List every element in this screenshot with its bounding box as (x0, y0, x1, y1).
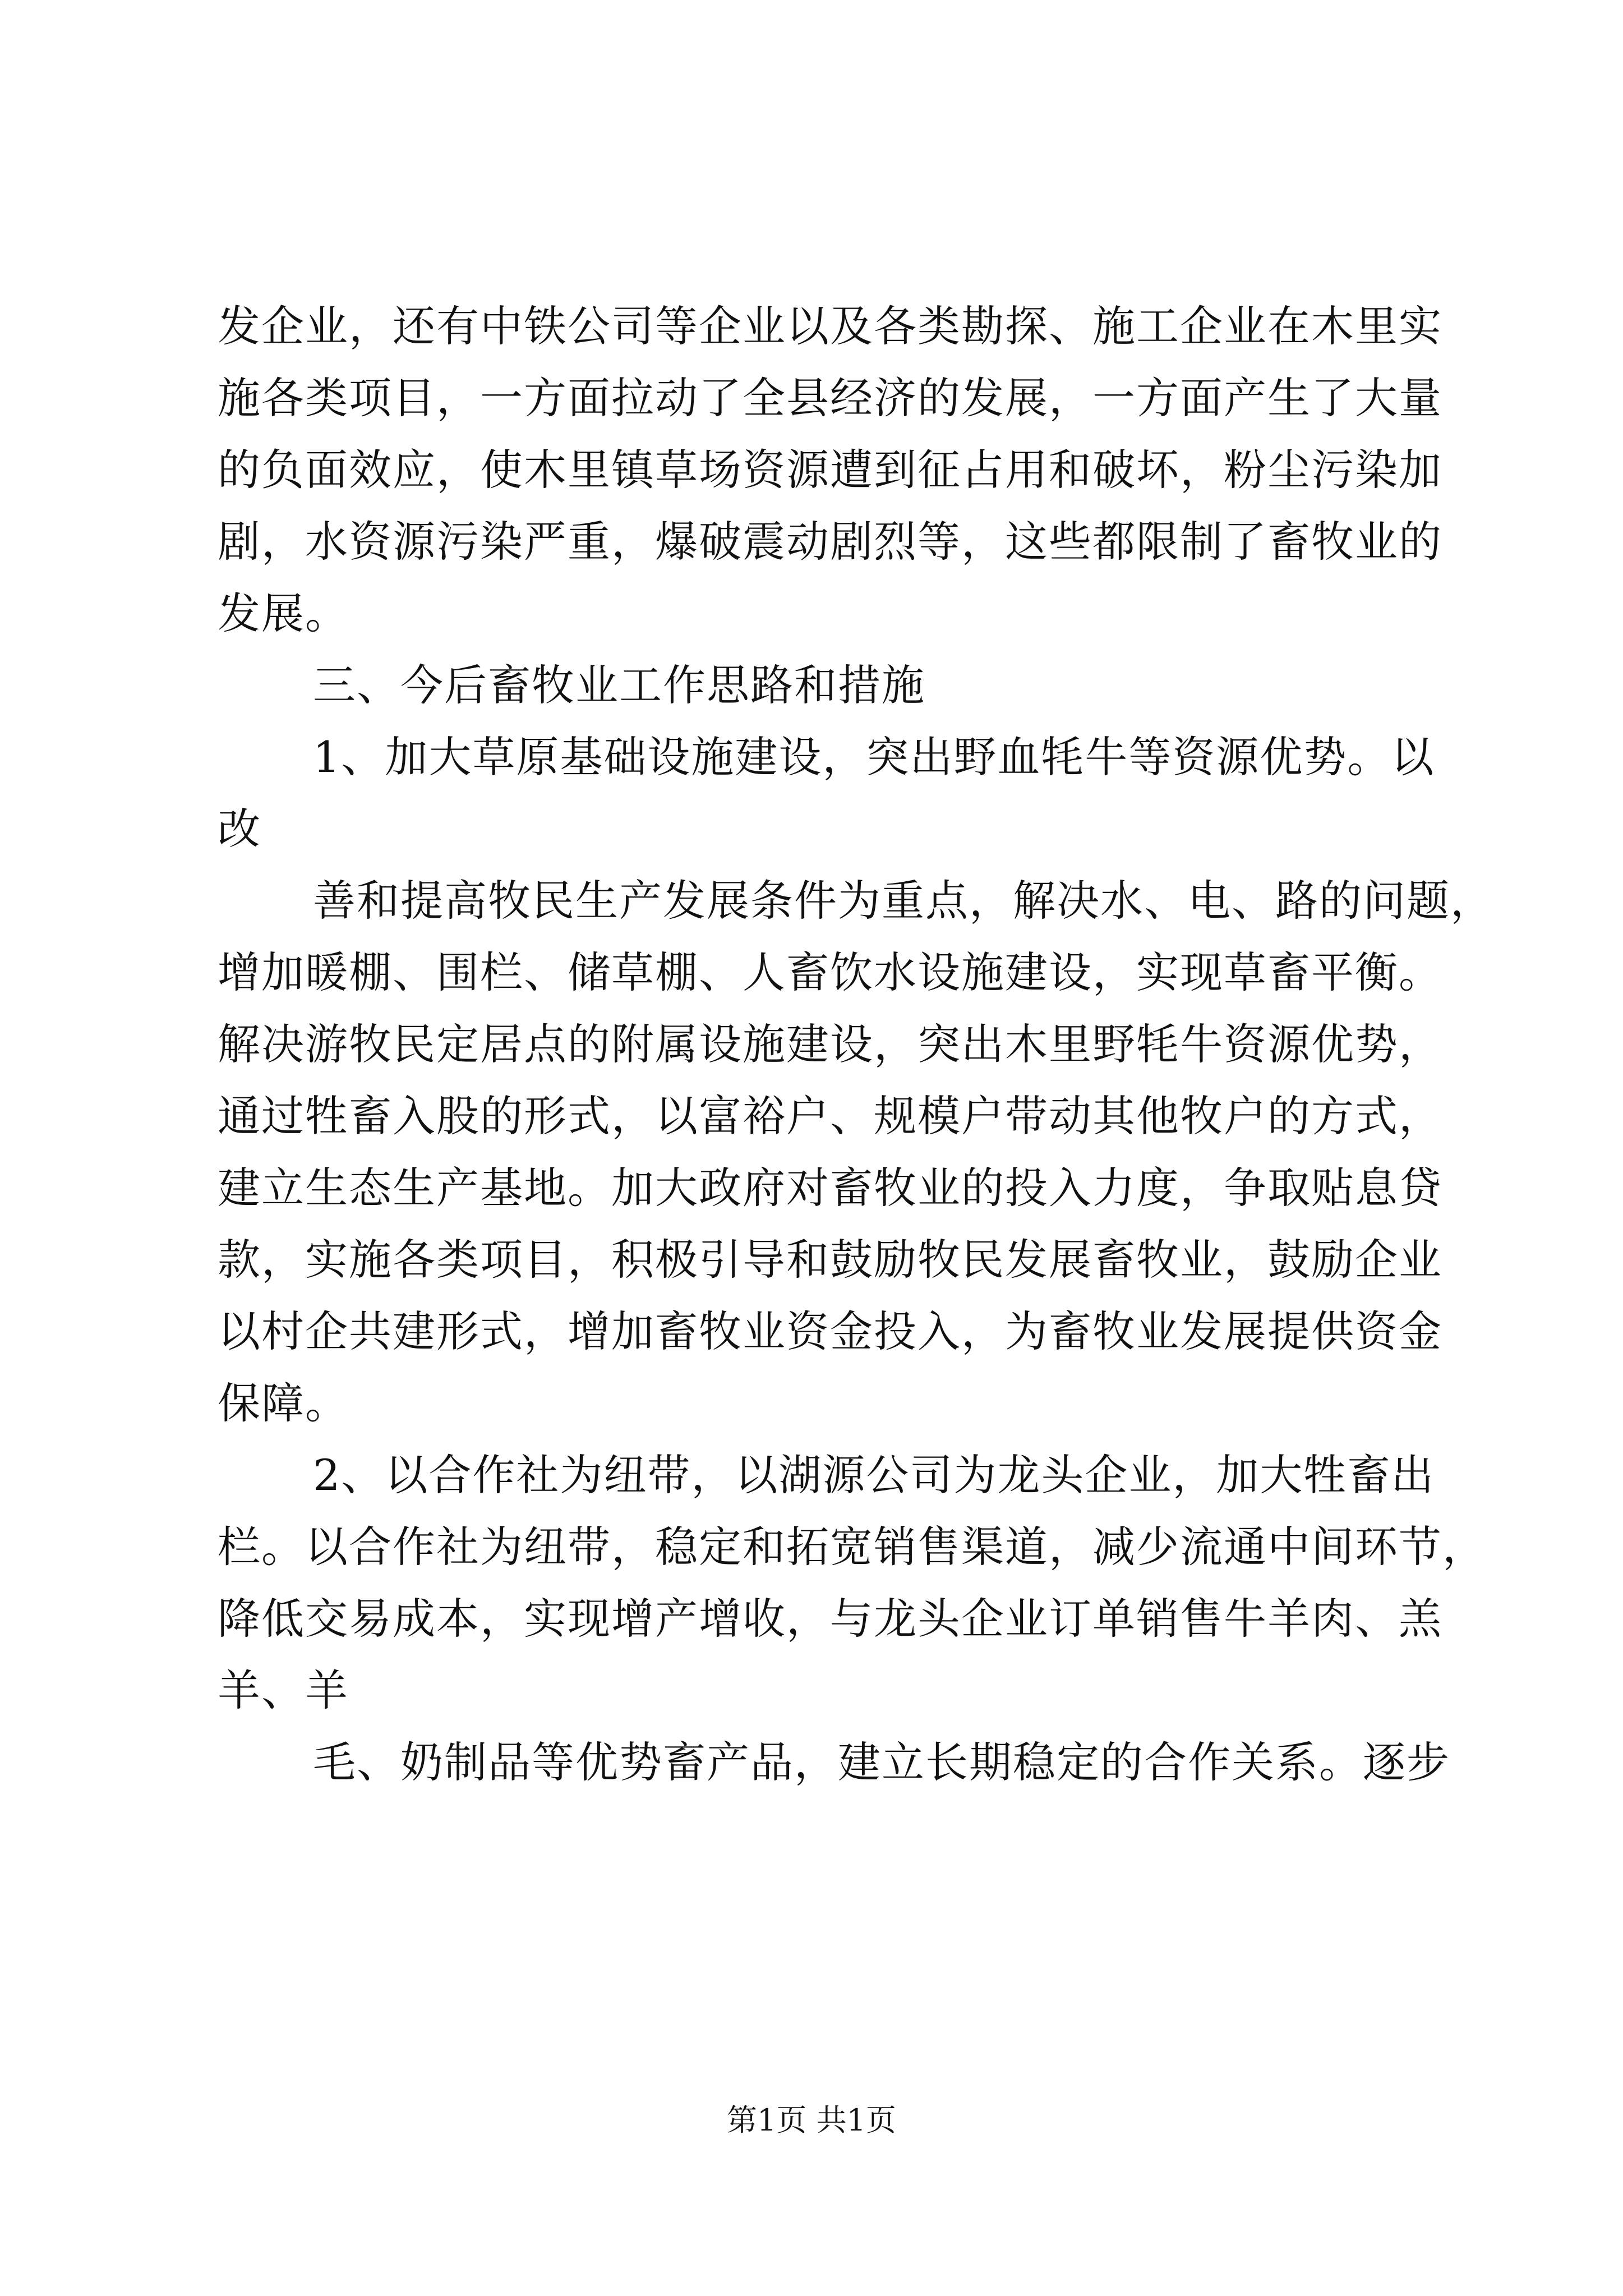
text-line: 剧，水资源污染严重，爆破震动剧烈等，这些都限制了畜牧业的 (218, 517, 1442, 567)
text-line: 栏。以合作社为纽带，稳定和拓宽销售渠道，减少流通中间环节， (218, 1522, 1486, 1572)
text-line: 毛、奶制品等优势畜产品，建立长期稳定的合作关系。逐步 (313, 1737, 1450, 1787)
page-footer: 第1页 共1页 (727, 2102, 896, 2138)
text-line: 降低交易成本，实现增产增收，与龙头企业订单销售牛羊肉、羔 (218, 1594, 1442, 1644)
text-line: 增加暖棚、围栏、储草棚、人畜饮水设施建设，实现草畜平衡。 (218, 947, 1442, 997)
text-line: 款，实施各类项目，积极引导和鼓励牧民发展畜牧业，鼓励企业 (218, 1235, 1442, 1285)
document-body (218, 291, 1494, 1798)
text-line: 发展。 (218, 588, 349, 638)
text-line: 的负面效应，使木里镇草场资源遭到征占用和破坏，粉尘污染加 (218, 445, 1442, 495)
text-line: 施各类项目，一方面拉动了全县经济的发展，一方面产生了大量 (218, 373, 1442, 423)
text-line: 通过牲畜入股的形式，以富裕户、规模户带动其他牧户的方式， (218, 1091, 1442, 1141)
text-line: 发企业，还有中铁公司等企业以及各类勘探、施工企业在木里实 (218, 301, 1442, 351)
text-line: 羊、羊 (218, 1665, 349, 1715)
text-line: 三、今后畜牧业工作思路和措施 (313, 660, 925, 710)
text-line: 2、以合作社为纽带，以湖源公司为龙头企业，加大牲畜出 (313, 1450, 1435, 1500)
text-line: 建立生态生产基地。加大政府对畜牧业的投入力度，争取贴息贷 (218, 1163, 1442, 1213)
text-line: 解决游牧民定居点的附属设施建设，突出木里野牦牛资源优势， (218, 1019, 1442, 1069)
text-line: 改 (218, 804, 261, 854)
text-line: 以村企共建形式，增加畜牧业资金投入，为畜牧业发展提供资金 (218, 1306, 1442, 1356)
text-line: 善和提高牧民生产发展条件为重点，解决水、电、路的问题， (313, 876, 1494, 926)
text-line: 1、加大草原基础设施建设，突出野血牦牛等资源优势。以 (313, 732, 1435, 782)
text-line: 保障。 (218, 1378, 349, 1428)
